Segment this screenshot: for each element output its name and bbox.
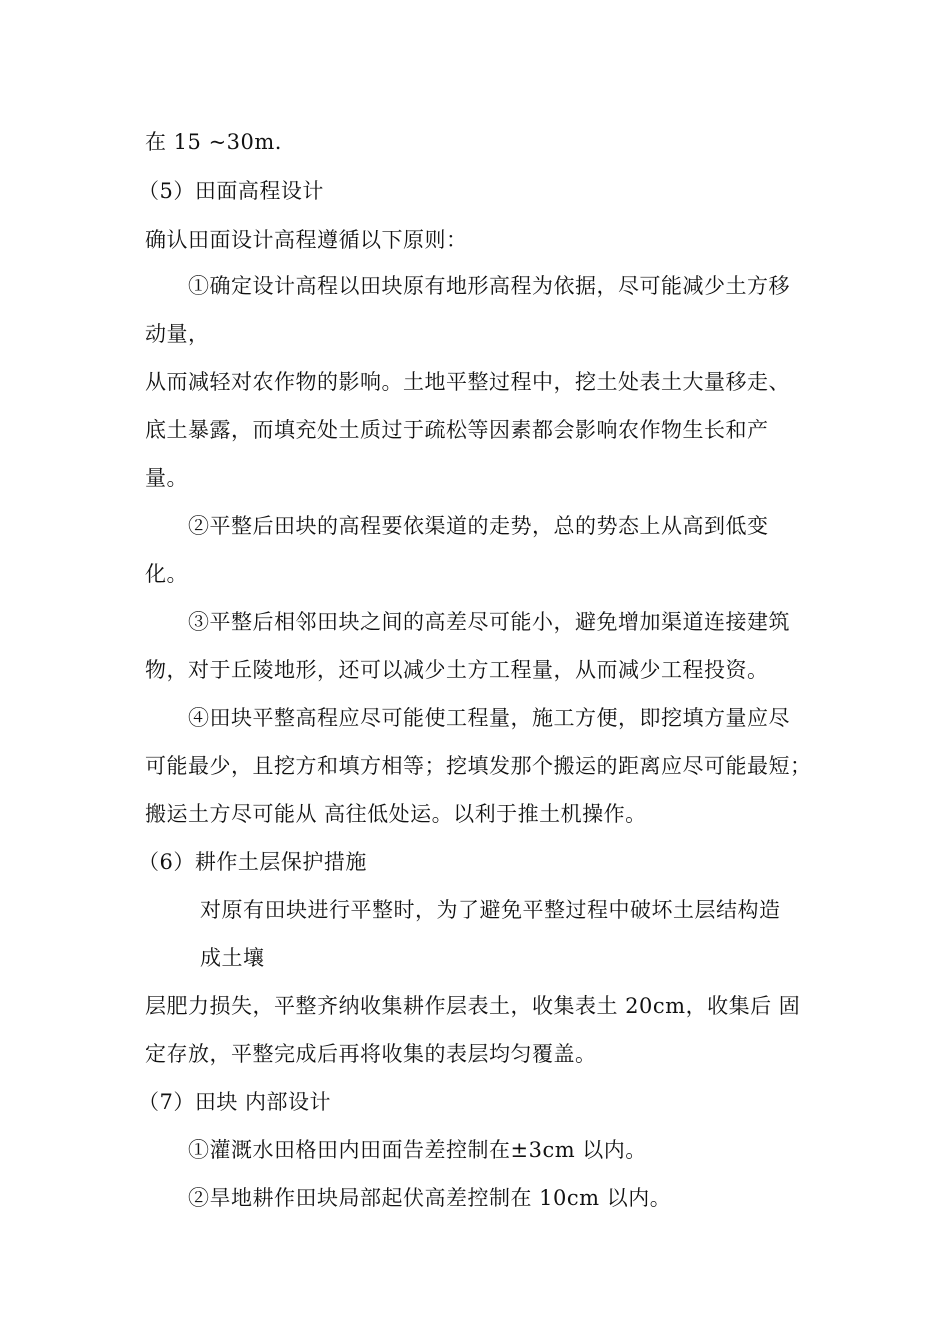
text-line-5: 动量， — [145, 322, 210, 346]
text-line-17: 对原有田块进行平整时，为了避免平整过程中破坏土层结构造 — [200, 898, 781, 922]
text-line-6: 从而减轻对农作物的影响。土地平整过程中，挖土处表土大量移走、 — [145, 370, 790, 394]
text-line-18: 成土壤 — [200, 946, 265, 970]
text-line-7: 底土暴露，而填充处土质过于疏松等因素都会影响农作物生长和产 — [145, 418, 769, 442]
list-item-7-1: ①灌溉水田格田内田面告差控制在±3cm 以内。 — [188, 1138, 647, 1162]
text-line-20: 定存放，平整完成后再将收集的表层均匀覆盖。 — [145, 1042, 597, 1066]
section-heading-7: （7）田块 内部设计 — [138, 1090, 332, 1114]
list-item-4: ④田块平整高程应尽可能使工程量，施工方便，即挖填方量应尽 — [188, 706, 790, 730]
text-line-8: 量。 — [145, 466, 188, 490]
text-line-10: 化。 — [145, 562, 188, 586]
list-item-7-2: ②旱地耕作田块局部起伏高差控制在 10cm 以内。 — [188, 1186, 672, 1210]
list-item-2: ②平整后田块的高程要依渠道的走势，总的势态上从高到低变 — [188, 514, 769, 538]
text-line-1: 在 15 ~30m. — [145, 130, 282, 154]
text-line-14: 可能最少，且挖方和填方相等；挖填发那个搬运的距离应尽可能最短； — [145, 754, 812, 778]
list-item-1: ①确定设计高程以田块原有地形高程为依据，尽可能减少土方移 — [188, 274, 790, 298]
section-heading-6: （6）耕作土层保护措施 — [138, 850, 367, 874]
text-line-12: 物，对于丘陵地形，还可以减少土方工程量，从而减少工程投资。 — [145, 658, 769, 682]
text-line-15: 搬运土方尽可能从 高往低处运。以利于推土机操作。 — [145, 802, 647, 826]
section-heading-5: （5）田面高程设计 — [138, 179, 324, 203]
text-line-19: 层肥力损失，平整齐纳收集耕作层表土，收集表土 20cm，收集后 固 — [145, 994, 801, 1018]
text-line-3: 确认田面设计高程遵循以下原则： — [145, 228, 468, 252]
list-item-3: ③平整后相邻田块之间的高差尽可能小，避免增加渠道连接建筑 — [188, 610, 790, 634]
